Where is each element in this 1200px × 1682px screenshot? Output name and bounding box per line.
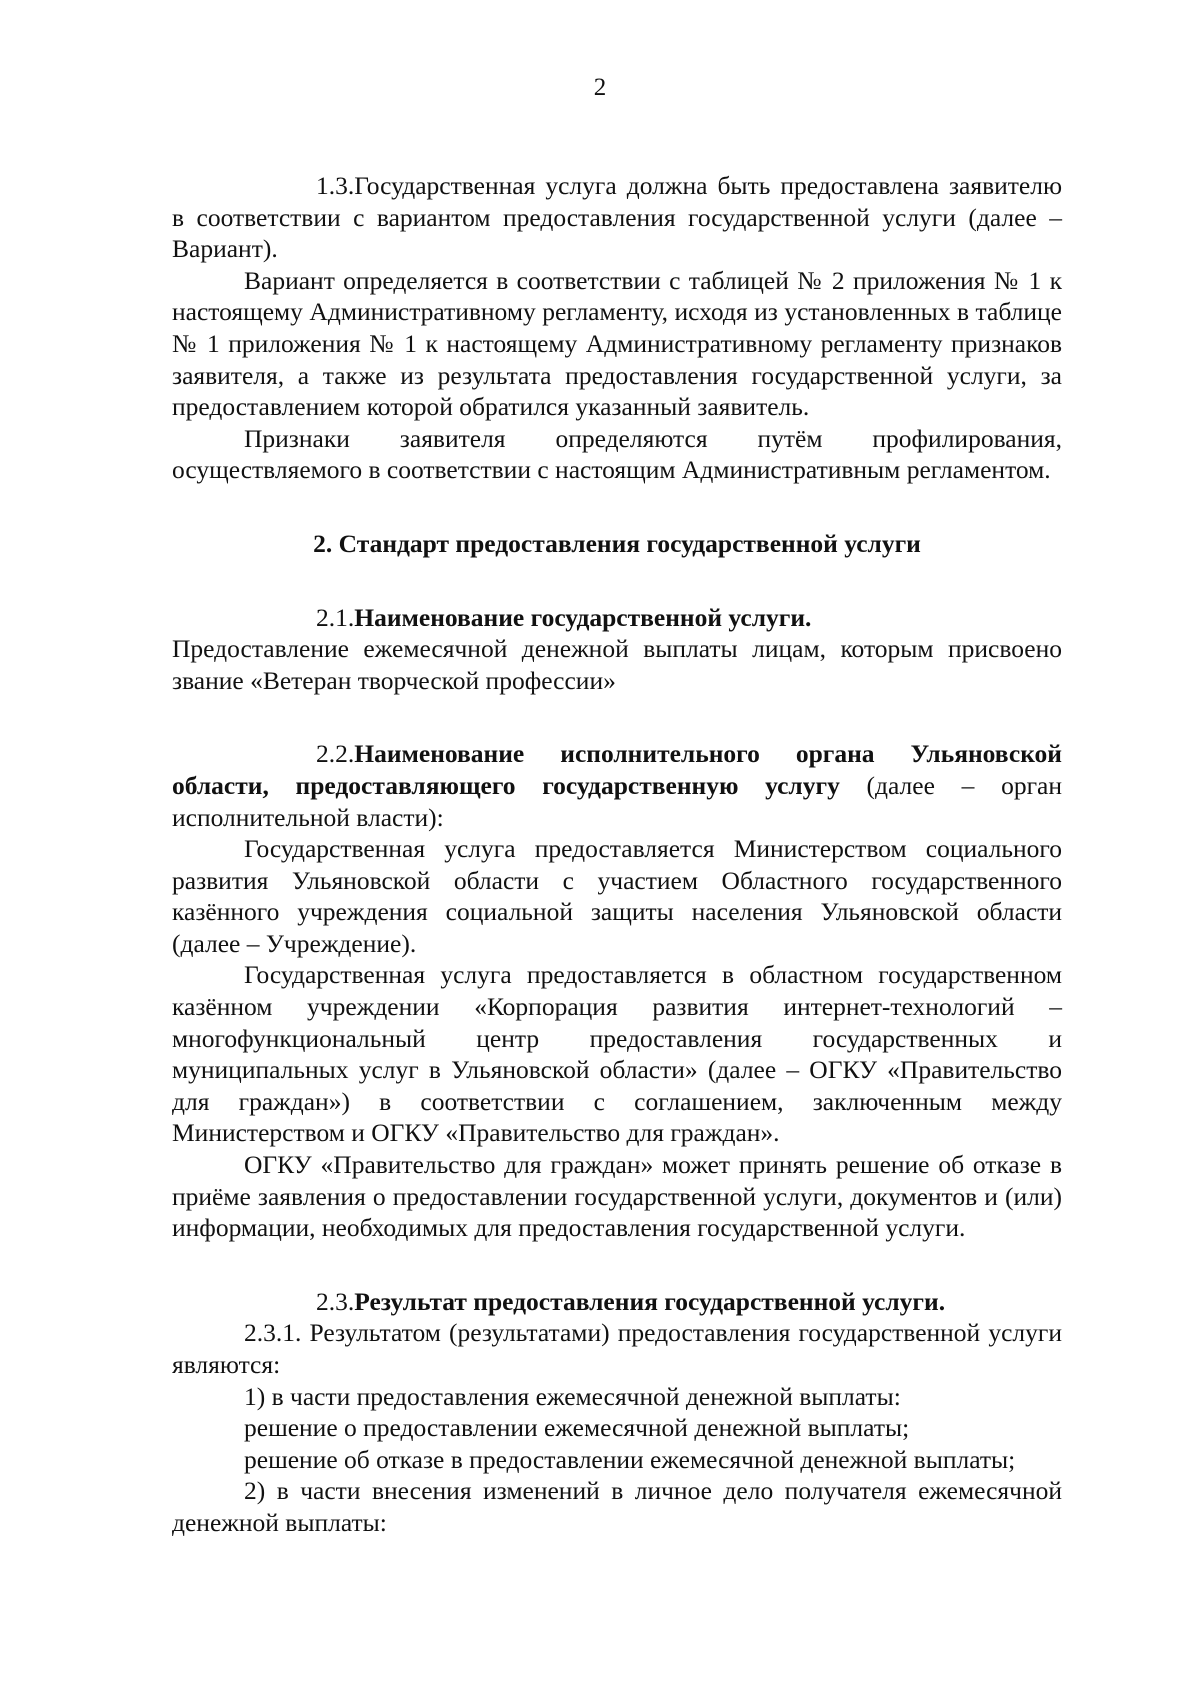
list-item-2: 2) в части внесения изменений в личное дело получателя ежемесячной денежной выплаты: xyxy=(172,1476,1062,1537)
clause-number: 2.2. xyxy=(316,739,355,769)
clause-number: 2.3. xyxy=(316,1286,355,1316)
list-item-1: 1) в части предоставления ежемесячной денежной выплаты: xyxy=(244,1381,901,1411)
list-item-decision-grant: решение о предоставлении ежемесячной денежной выплаты; xyxy=(244,1413,910,1443)
page-number: 2 xyxy=(593,74,607,101)
clause-text: Государственная услуга должна быть предоставлена заявителю в соответствии с вариантом предоставления государственной услуги (далее – Вариант). xyxy=(172,171,1062,264)
paragraph-refusal: ОГКУ «Правительство для граждан» может принять решение об отказе в приёме заявления о предоставлении государственной услуги, документов и (или) информации, необходимых для предоставления государственной услуги. xyxy=(172,1150,1062,1243)
paragraph-1-3 xyxy=(172,170,1062,265)
clause-number: 2.1. xyxy=(316,602,355,632)
subsection-title-tail: (далее – орган исполнительной власти): xyxy=(172,770,1063,832)
subsection-2-2-heading xyxy=(172,738,1062,833)
subsection-title: Наименование государственной услуги. xyxy=(354,602,812,632)
clause-number: 1.3. xyxy=(316,171,355,200)
subsection-title: Наименование исполнительного органа Ульяновской области, предоставляющего государственную услугу xyxy=(172,739,1062,800)
paragraph-ministry: Государственная услуга предоставляется Министерством социального развития Ульяновской области с участием Областного государственного казённого учреждения социальной защиты населения Ульяновской области (далее – Учреждение). xyxy=(172,834,1062,958)
list-item-decision-refusal: решение об отказе в предоставлении ежемесячной денежной выплаты; xyxy=(244,1444,1016,1474)
spacer xyxy=(172,486,1062,528)
paragraph-variant: Вариант определяется в соответствии с таблицей № 2 приложения № 1 к настоящему Административному регламенту, исходя из установленных в таблице № 1 приложения № 1 к настоящему Административному регламенту признаков заявителя, а также из результата предоставления государственной услуги, за предоставлением которой обратился указанный заявитель. xyxy=(172,265,1062,422)
subsection-2-1-heading xyxy=(172,602,1062,634)
subsection-2-3-heading xyxy=(172,1286,1062,1318)
section-2-heading: 2. Стандарт предоставления государственной услуги xyxy=(313,528,921,558)
paragraph-applicant-signs: Признаки заявителя определяются путём профилирования, осуществляемого в соответствии с настоящим Административным регламентом. xyxy=(172,423,1062,485)
paragraph-2-3-1: 2.3.1. Результатом (результатами) предоставления государственной услуги являются: xyxy=(172,1318,1062,1379)
spacer xyxy=(172,1244,1062,1286)
spacer xyxy=(172,696,1062,738)
spacer xyxy=(172,560,1062,602)
document-body xyxy=(172,170,1062,1539)
paragraph-mfc: Государственная услуга предоставляется в областном государственном казённом учреждении «Корпорация развития интернет-технологий – многофункциональный центр предоставления государственных и муниципальных услуг в Ульяновской области» (далее – ОГКУ «Правительство для граждан») в соответствии с соглашением, заключенным между Министерством и ОГКУ «Правительство для граждан». xyxy=(172,960,1062,1148)
paragraph-service-name: Предоставление ежемесячной денежной выплаты лицам, которым присвоено звание «Ветеран творческой профессии» xyxy=(172,634,1062,695)
subsection-title: Результат предоставления государственной услуги. xyxy=(354,1286,946,1316)
